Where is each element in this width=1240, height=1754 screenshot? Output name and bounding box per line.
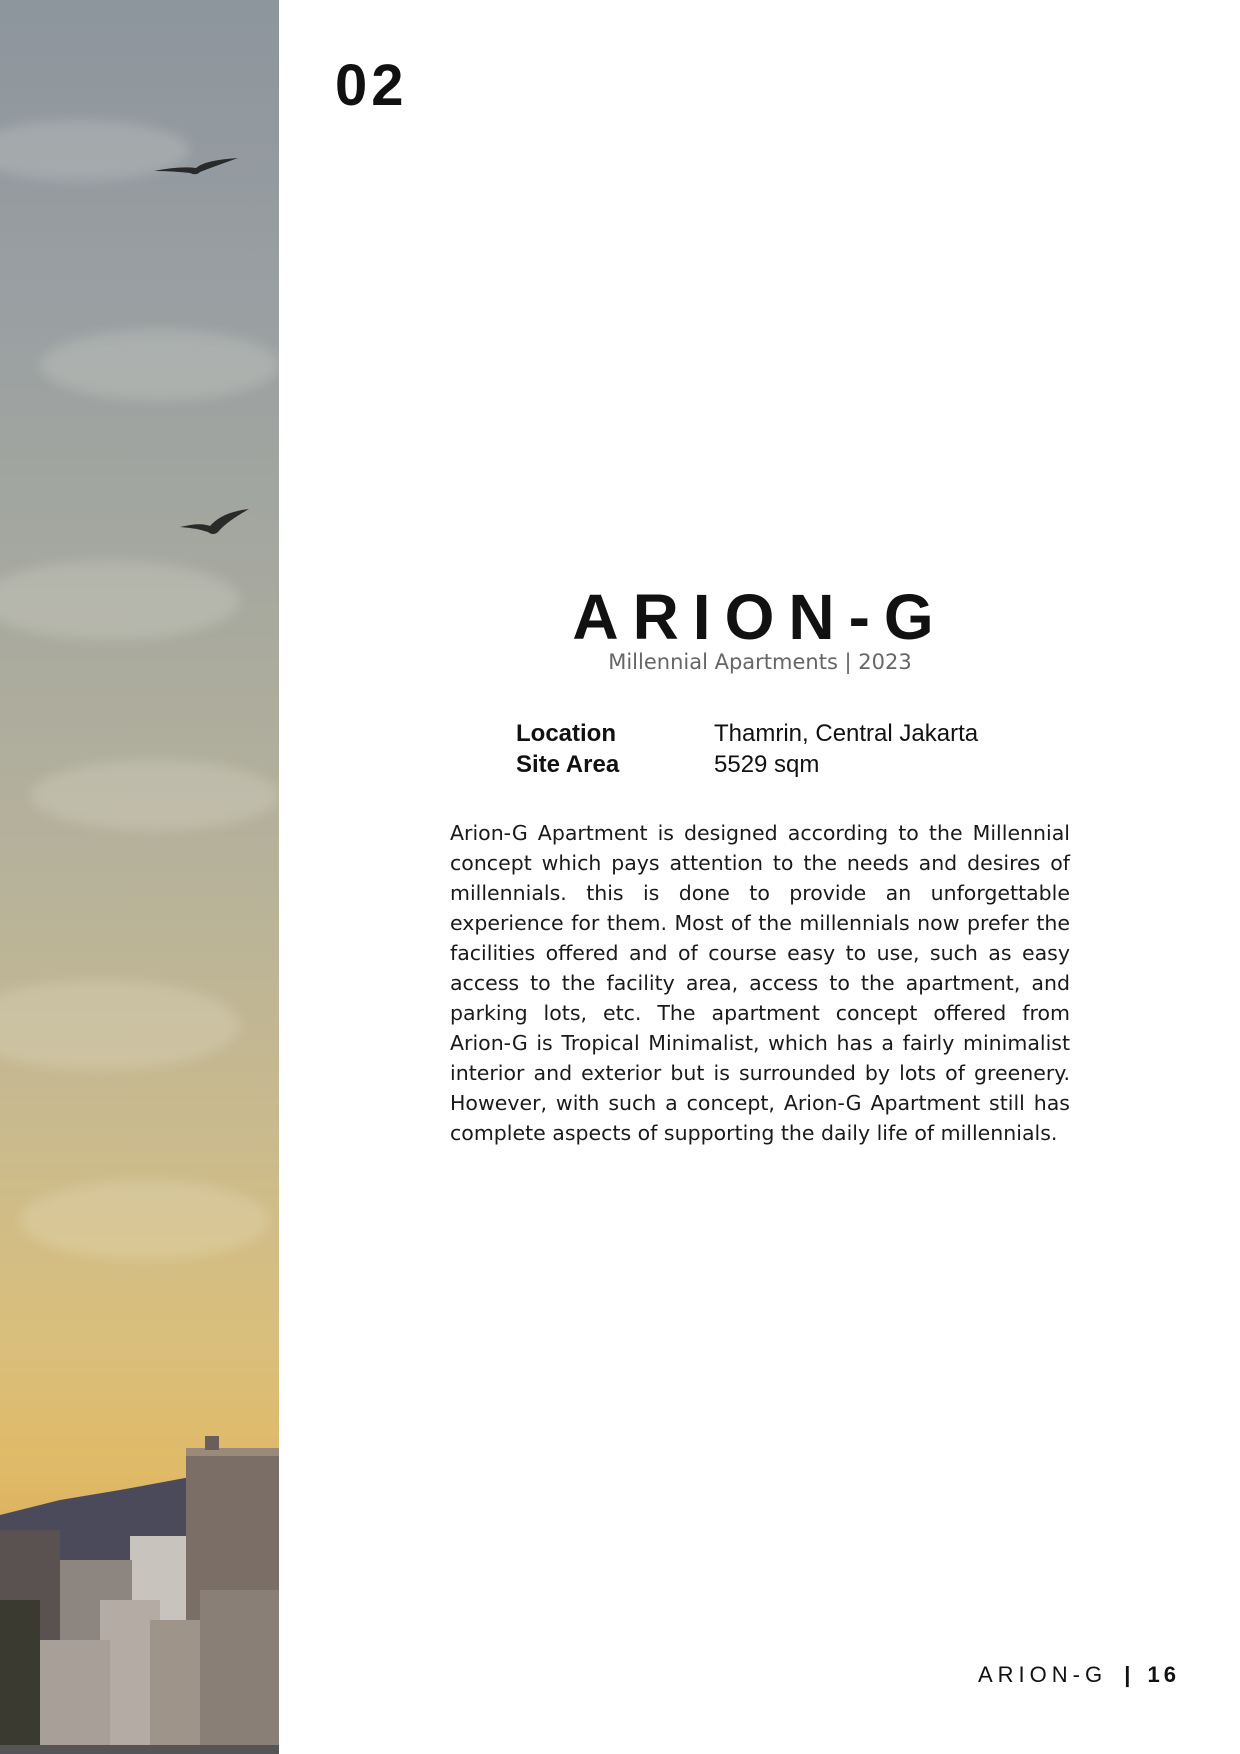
fact-location xyxy=(516,718,978,749)
city-skyline xyxy=(0,1436,279,1754)
footer-separator: | xyxy=(1124,1662,1131,1687)
fact-label: Location xyxy=(516,719,616,747)
project-title: ARION-G xyxy=(572,581,948,653)
page-number: 02 xyxy=(335,53,408,118)
fact-value: 5529 sqm xyxy=(714,750,820,778)
project-description: Arion-G Apartment is designed according to the Millennial concept which pays attention to the needs and desires of millennials. this is done to provide an unforgettable experience for them. Most of the millennials now prefer the facilities offered and of course easy to use, such as easy access to the facility area, access to the apartment, and parking lots, etc. The apartment concept offered from Arion-G is Tropical Minimalist, which has a fairly minimalist interior and exterior but is surrounded by lots of greenery. However, with such a concept, Arion-G Apartment still has complete aspects of supporting the daily life of millennials. xyxy=(450,821,1070,1145)
project-subtitle: Millennial Apartments | 2023 xyxy=(608,650,912,674)
bird-icon xyxy=(180,509,249,534)
fact-site-area xyxy=(516,749,978,780)
page-footer xyxy=(978,1662,1180,1688)
project-facts xyxy=(516,718,978,780)
fact-value: Thamrin, Central Jakarta xyxy=(714,719,979,747)
footer-project-name: ARION-G xyxy=(977,1662,1108,1687)
bird-icon xyxy=(154,158,238,174)
footer-page-number: 16 xyxy=(1147,1662,1180,1687)
sky-city-photo xyxy=(0,0,279,1754)
fact-label: Site Area xyxy=(516,750,620,778)
